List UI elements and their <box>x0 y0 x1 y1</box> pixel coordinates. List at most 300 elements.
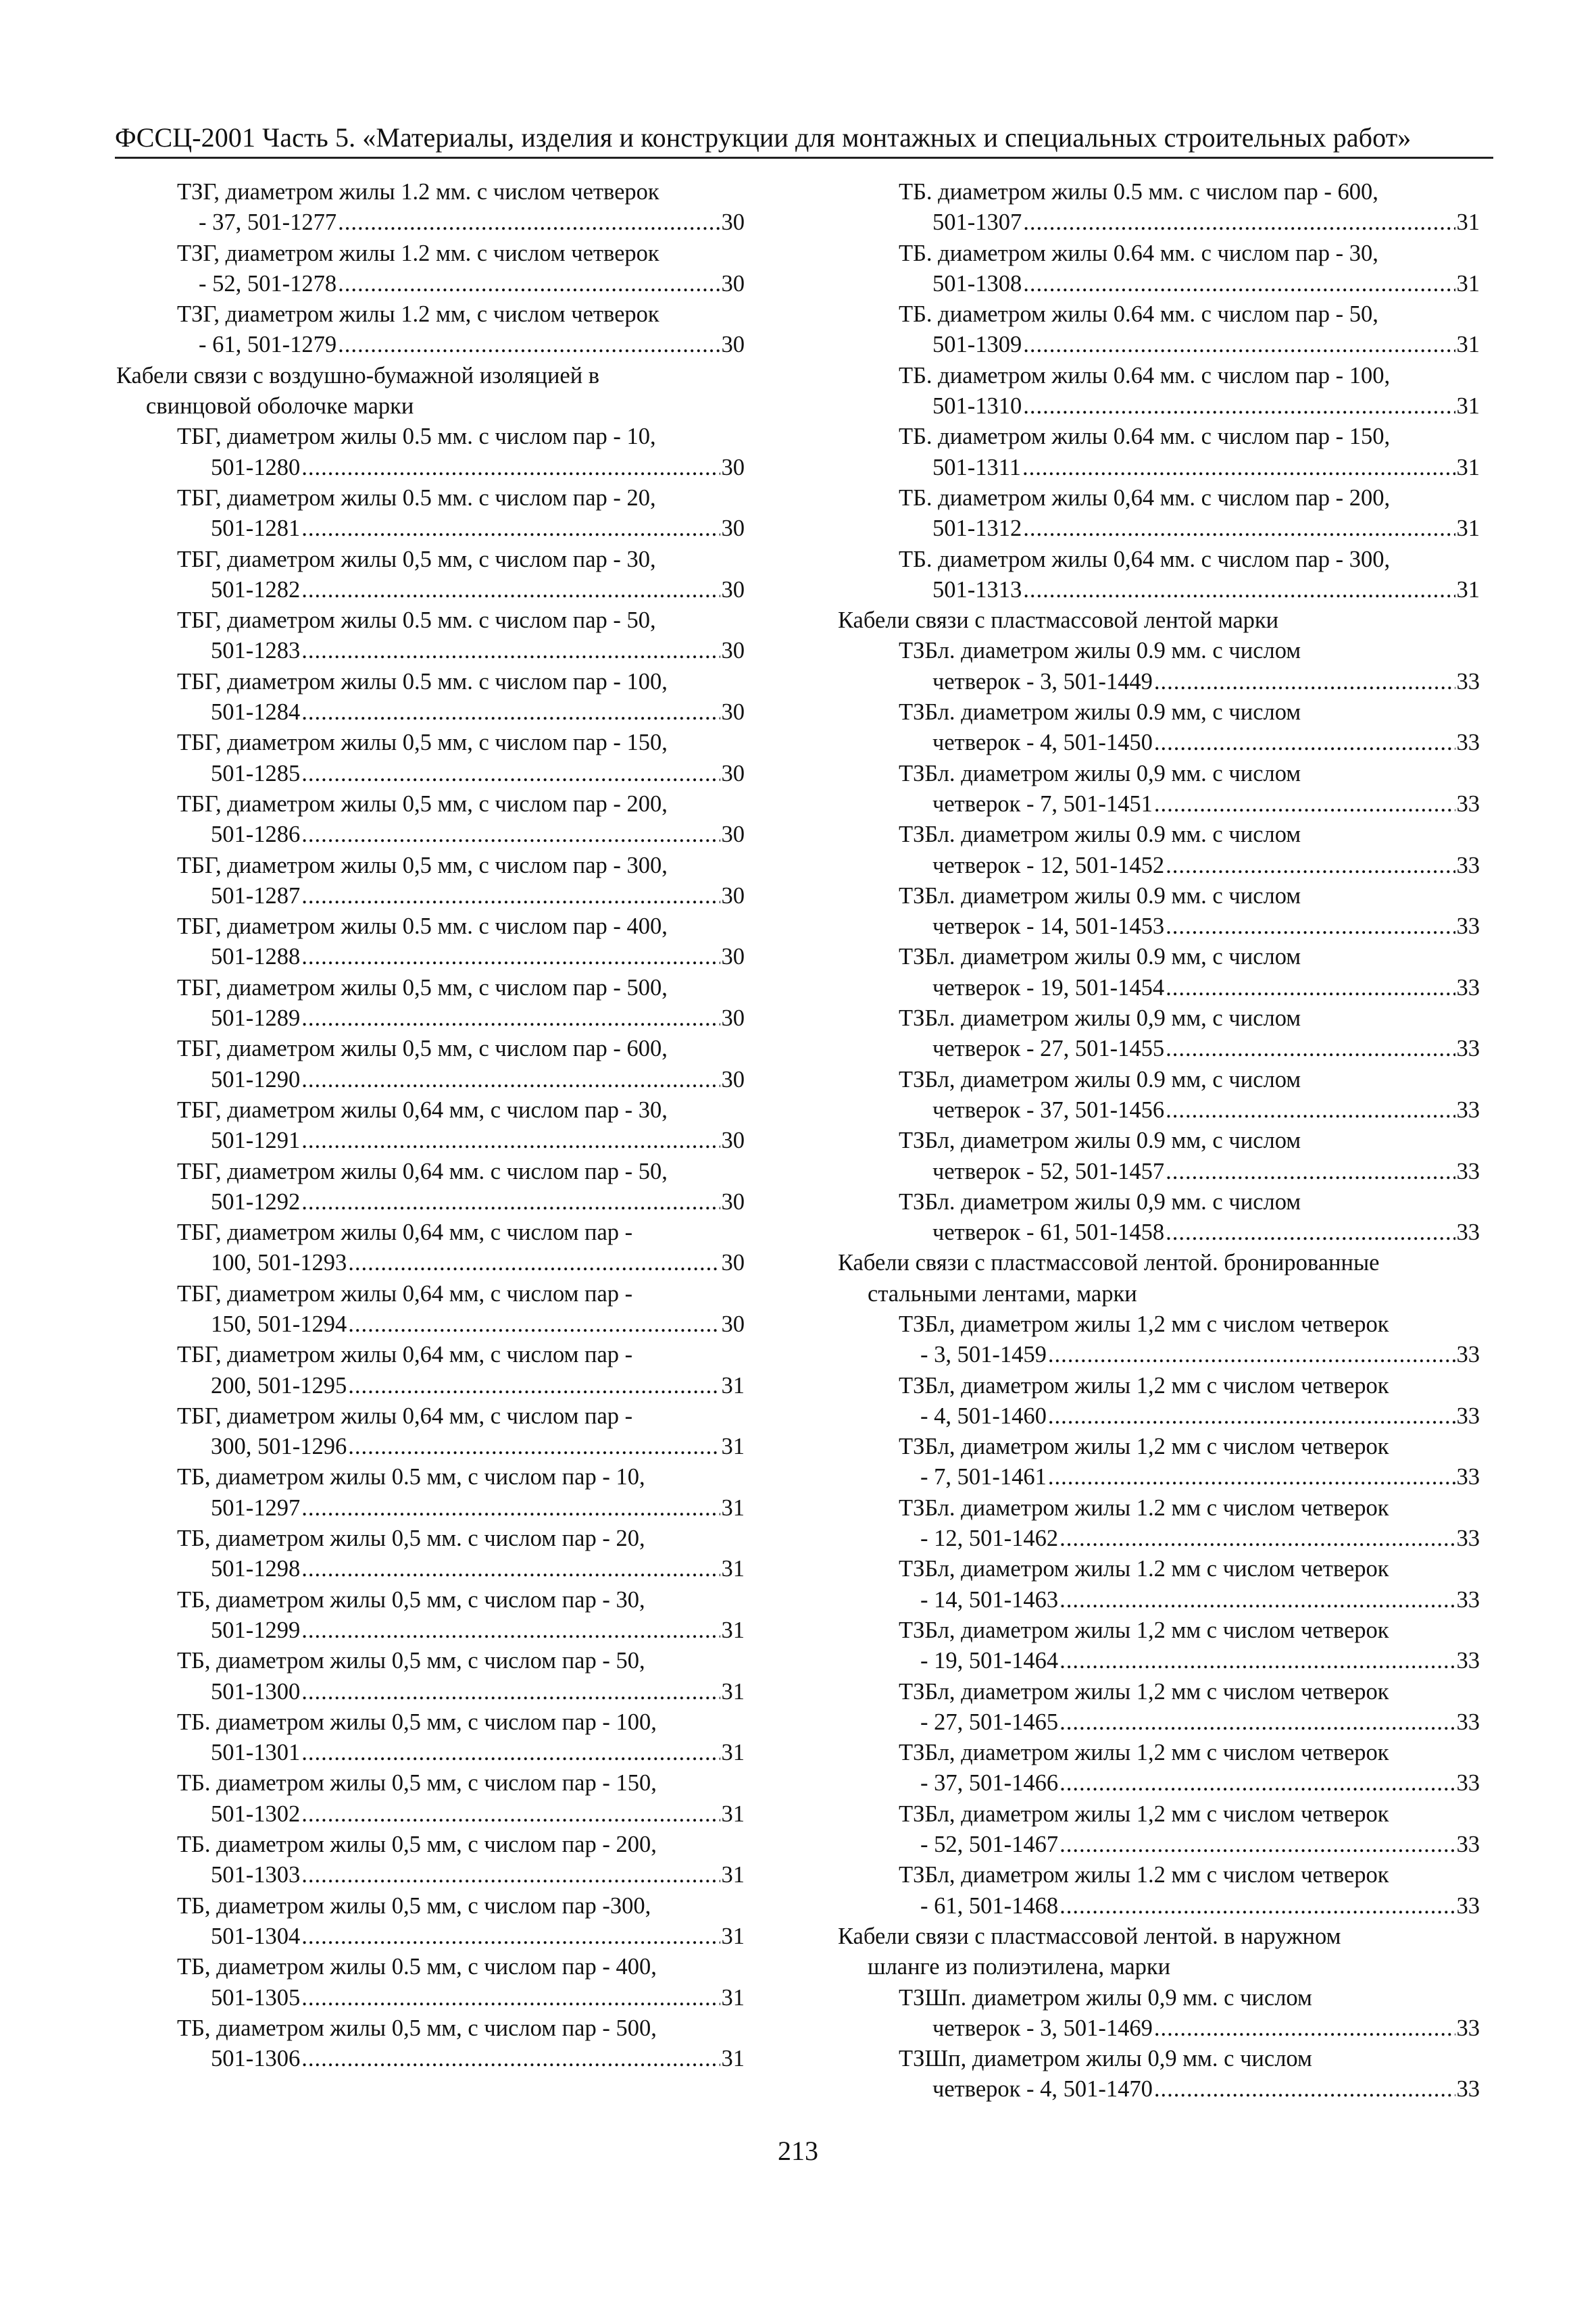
entry-title: ТЗБл, диаметром жилы 1,2 мм с числом четверок <box>899 1617 1389 1643</box>
index-category <box>838 1248 1480 1309</box>
entry-page-number: 33 <box>1456 913 1480 940</box>
dot-leader <box>1048 1340 1455 1370</box>
entry-code-line <box>838 1401 1480 1432</box>
entry-page-number: 30 <box>721 882 745 909</box>
entry-title: ТЗБл, диаметром жилы 1.2 мм с числом четверок <box>899 1862 1389 1888</box>
dot-leader <box>1154 728 1455 758</box>
entry-code: 501-1283 <box>211 638 301 664</box>
index-entry <box>116 2013 745 2075</box>
entry-code-line <box>116 1371 745 1401</box>
index-entry <box>116 238 745 300</box>
entry-title: ТБГ, диаметром жилы 0.5 мм. с числом пар - 400, <box>177 913 668 940</box>
dot-leader <box>301 453 720 483</box>
index-entry <box>838 636 1480 697</box>
entry-code: четверок - 4, 501-1470 <box>932 2076 1153 2103</box>
entry-page-number: 31 <box>721 1617 745 1643</box>
entry-code: 501-1290 <box>211 1066 301 1092</box>
dot-leader <box>301 1615 720 1646</box>
entry-code-line <box>116 697 745 728</box>
index-entry <box>116 1952 745 2013</box>
entry-title: ТЗБл, диаметром жилы 1,2 мм с числом четверок <box>899 1311 1389 1337</box>
entry-code: 200, 501-1295 <box>211 1372 347 1399</box>
entry-code: 501-1291 <box>211 1128 301 1154</box>
entry-code: 501-1301 <box>211 1740 301 1766</box>
dot-leader <box>1059 1646 1455 1676</box>
entry-code-line <box>116 636 745 666</box>
entry-title: ТЗБл. диаметром жилы 0.9 мм. с числом <box>899 638 1301 664</box>
entry-code-line <box>838 330 1480 360</box>
entry-page-number: 30 <box>721 699 745 726</box>
dot-leader <box>338 207 720 238</box>
index-entry <box>116 1830 745 1891</box>
category-title: Кабели связи с пластмассовой лентой марки <box>838 607 1279 634</box>
entry-title: ТБ, диаметром жилы 0,5 мм, с числом пар - 500, <box>177 2015 657 2041</box>
entry-page-number: 33 <box>1456 1219 1480 1246</box>
index-entry <box>116 1646 745 1707</box>
index-entry <box>116 1891 745 1953</box>
entry-code: 501-1306 <box>211 2046 301 2072</box>
entry-page-number: 30 <box>721 1128 745 1154</box>
entry-title: ТБ, диаметром жилы 0.5 мм, с числом пар - 10, <box>177 1464 645 1490</box>
entry-code-line <box>116 1126 745 1156</box>
dot-leader <box>1059 1891 1455 1921</box>
entry-page-number: 33 <box>1456 974 1480 1001</box>
dot-leader <box>301 1983 720 2013</box>
dot-leader <box>348 1371 720 1401</box>
entry-code: 501-1298 <box>211 1556 301 1582</box>
index-entry <box>838 1799 1480 1861</box>
entry-code: 501-1313 <box>932 576 1022 603</box>
dot-leader <box>1023 513 1455 544</box>
dot-leader <box>301 759 720 789</box>
entry-page-number: 33 <box>1456 730 1480 756</box>
index-entry <box>838 238 1480 300</box>
entry-title: ТБГ, диаметром жилы 0,64 мм, с числом пар - <box>177 1280 633 1307</box>
dot-leader <box>1048 1462 1455 1492</box>
entry-title: ТБ, диаметром жилы 0.5 мм, с числом пар - 400, <box>177 1954 657 1980</box>
index-entry <box>116 1095 745 1157</box>
dot-leader <box>348 1309 720 1340</box>
entry-page-number: 31 <box>721 1434 745 1460</box>
entry-code: - 52, 501-1467 <box>920 1832 1059 1858</box>
entry-title: ТЗБл. диаметром жилы 0.9 мм. с числом <box>899 882 1301 909</box>
entry-code-line <box>116 453 745 483</box>
entry-title: ТБ, диаметром жилы 0,5 мм, с числом пар - 30, <box>177 1586 645 1613</box>
entry-code-line <box>838 1585 1480 1615</box>
entry-code: четверок - 3, 501-1449 <box>932 668 1153 695</box>
dot-leader <box>1154 667 1455 697</box>
entry-code-line <box>838 667 1480 697</box>
entry-code-line <box>116 330 745 360</box>
index-entry <box>116 299 745 361</box>
entry-code: четверок - 7, 501-1451 <box>932 790 1153 817</box>
entry-page-number: 31 <box>721 1494 745 1521</box>
entry-code: 501-1288 <box>211 944 301 970</box>
entry-code: 501-1286 <box>211 822 301 848</box>
index-entry <box>838 820 1480 881</box>
dot-leader <box>1059 1768 1455 1799</box>
index-entry <box>116 1034 745 1095</box>
index-entry <box>838 1615 1480 1677</box>
index-column-right <box>838 177 1480 2105</box>
dot-leader <box>1059 1707 1455 1738</box>
index-entry <box>838 299 1480 361</box>
entry-code: - 61, 501-1468 <box>920 1892 1059 1919</box>
entry-title: ТБ. диаметром жилы 0,64 мм. с числом пар - 300, <box>899 546 1391 572</box>
index-entry <box>116 789 745 851</box>
entry-title: ТБГ, диаметром жилы 0,64 мм, с числом пар - <box>177 1342 633 1368</box>
dot-leader <box>1166 851 1455 881</box>
entry-code-line <box>838 2074 1480 2105</box>
index-entry <box>116 1768 745 1830</box>
entry-title: ТЗГ, диаметром жилы 1.2 мм, с числом четверок <box>177 301 659 328</box>
entry-page-number: 33 <box>1456 2076 1480 2103</box>
entry-code-line <box>838 513 1480 544</box>
entry-title: ТБГ, диаметром жилы 0,5 мм, с числом пар - 200, <box>177 790 668 817</box>
entry-code: 501-1282 <box>211 576 301 603</box>
entry-title: ТЗБл, диаметром жилы 1,2 мм с числом четверок <box>899 1801 1389 1827</box>
index-entry <box>116 605 745 667</box>
index-entry <box>838 1126 1480 1187</box>
page-number: 213 <box>778 2136 818 2166</box>
entry-code-line <box>116 820 745 850</box>
entry-code-line <box>116 1554 745 1584</box>
category-title: Кабели связи с воздушно-бумажной изоляцией в <box>116 362 600 388</box>
dot-leader <box>301 636 720 666</box>
index-entry <box>838 881 1480 942</box>
entry-code-line <box>116 1493 745 1524</box>
dot-leader <box>1059 1524 1455 1554</box>
entry-code-line <box>116 759 745 789</box>
entry-code-line <box>838 911 1480 942</box>
entry-code: 501-1302 <box>211 1801 301 1827</box>
entry-title: ТЗШп, диаметром жилы 0,9 мм. с числом <box>899 2046 1312 2072</box>
entry-title: ТБ. диаметром жилы 0.64 мм. с числом пар - 30, <box>899 240 1378 266</box>
entry-code: 501-1305 <box>211 1984 301 2011</box>
entry-code: 501-1289 <box>211 1005 301 1032</box>
entry-code: 501-1309 <box>932 332 1022 358</box>
entry-title: ТЗБл. диаметром жилы 0.9 мм, с числом <box>899 699 1301 726</box>
entry-code-line <box>838 2013 1480 2044</box>
entry-title: ТЗБл, диаметром жилы 0.9 мм, с числом <box>899 1128 1301 1154</box>
dot-leader <box>1166 1217 1455 1248</box>
entry-title: ТЗБл, диаметром жилы 1,2 мм с числом четверок <box>899 1372 1389 1399</box>
entry-title: ТБ. диаметром жилы 0,5 мм, с числом пар - 200, <box>177 1832 657 1858</box>
entry-title: ТБГ, диаметром жилы 0,64 мм, с числом пар - <box>177 1219 633 1246</box>
entry-code-line <box>838 453 1480 483</box>
entry-code-line <box>838 973 1480 1003</box>
entry-title: ТЗГ, диаметром жилы 1.2 мм. с числом четверок <box>177 240 659 266</box>
entry-code-line <box>838 1524 1480 1554</box>
dot-leader <box>301 1003 720 1034</box>
index-entry <box>116 1217 745 1279</box>
entry-page-number: 33 <box>1456 790 1480 817</box>
entry-code-line <box>838 1095 1480 1126</box>
index-category <box>116 361 745 422</box>
category-title: Кабели связи с пластмассовой лентой. бронированные <box>838 1250 1380 1276</box>
entry-title: ТЗБл. диаметром жилы 0.9 мм. с числом <box>899 822 1301 848</box>
index-category <box>838 1921 1480 1983</box>
entry-page-number: 30 <box>721 332 745 358</box>
entry-code-line <box>116 1677 745 1707</box>
index-entry <box>116 851 745 912</box>
index-entry <box>838 361 1480 422</box>
entry-code: 501-1285 <box>211 760 301 786</box>
dot-leader <box>1023 207 1455 238</box>
index-entry <box>116 483 745 545</box>
entry-code: четверок - 37, 501-1456 <box>932 1097 1165 1123</box>
entry-code-line <box>838 269 1480 299</box>
dot-leader <box>1059 1585 1455 1615</box>
entry-page-number: 33 <box>1456 1586 1480 1613</box>
entry-code: - 37, 501-1466 <box>920 1770 1059 1796</box>
dot-leader <box>1166 1034 1455 1064</box>
dot-leader <box>1022 453 1455 483</box>
entry-page-number: 30 <box>721 454 745 480</box>
index-entry <box>838 422 1480 483</box>
entry-code-line <box>116 575 745 605</box>
entry-title: ТЗБл, диаметром жилы 1.2 мм с числом четверок <box>899 1556 1389 1582</box>
index-entry <box>116 1340 745 1401</box>
index-category <box>838 605 1480 636</box>
dot-leader <box>301 881 720 911</box>
entry-page-number: 30 <box>721 1188 745 1215</box>
dot-leader <box>1166 1157 1455 1187</box>
dot-leader <box>338 330 720 360</box>
category-title-continued: шланге из полиэтилена, марки <box>868 1954 1171 1980</box>
index-entry <box>838 1493 1480 1555</box>
entry-page-number: 33 <box>1456 1832 1480 1858</box>
entry-code-line <box>116 1187 745 1217</box>
entry-page-number: 31 <box>1456 576 1480 603</box>
entry-page-number: 30 <box>721 822 745 848</box>
entry-title: ТБ. диаметром жилы 0.5 мм. с числом пар - 600, <box>899 179 1378 205</box>
entry-page-number: 31 <box>721 1801 745 1827</box>
entry-title: ТБГ, диаметром жилы 0.5 мм. с числом пар - 100, <box>177 668 668 695</box>
entry-title: ТЗБл. диаметром жилы 0.9 мм, с числом <box>899 944 1301 970</box>
entry-code-line <box>116 207 745 238</box>
entry-code: четверок - 19, 501-1454 <box>932 974 1165 1001</box>
entry-page-number: 30 <box>721 1250 745 1276</box>
entry-page-number: 31 <box>721 1984 745 2011</box>
entry-title: ТБГ, диаметром жилы 0,5 мм, с числом пар - 600, <box>177 1036 668 1062</box>
entry-page-number: 31 <box>1456 454 1480 480</box>
index-entry <box>116 1157 745 1218</box>
entry-page-number: 33 <box>1456 2015 1480 2041</box>
index-entry <box>116 1524 745 1585</box>
entry-title: ТБ. диаметром жилы 0,5 мм, с числом пар - 150, <box>177 1770 657 1796</box>
category-title-continued: свинцовой оболочке марки <box>146 393 414 420</box>
running-header: ФССЦ-2001 Часть 5. «Материалы, изделия и конструкции для монтажных и специальных строительных работ» <box>115 122 1412 153</box>
index-entry <box>116 911 745 973</box>
dot-leader <box>301 697 720 728</box>
dot-leader <box>1023 269 1455 299</box>
entry-page-number: 33 <box>1456 1648 1480 1674</box>
entry-title: ТБГ, диаметром жилы 0,64 мм, с числом пар - 30, <box>177 1097 668 1123</box>
entry-code: - 14, 501-1463 <box>920 1586 1059 1613</box>
dot-leader <box>1048 1401 1455 1432</box>
entry-code-line <box>116 1309 745 1340</box>
entry-code: 501-1308 <box>932 270 1022 297</box>
entry-code: - 61, 501-1279 <box>199 332 337 358</box>
index-entry <box>116 177 745 238</box>
entry-page-number: 30 <box>721 209 745 236</box>
entry-title: ТБГ, диаметром жилы 0,5 мм, с числом пар - 30, <box>177 546 656 572</box>
entry-code: четверок - 12, 501-1452 <box>932 852 1165 878</box>
dot-leader <box>338 269 720 299</box>
entry-code: 501-1284 <box>211 699 301 726</box>
entry-title: ТБГ, диаметром жилы 0,5 мм, с числом пар - 500, <box>177 974 668 1001</box>
index-entry <box>116 422 745 483</box>
entry-page-number: 30 <box>721 1005 745 1032</box>
dot-leader <box>301 1921 720 1952</box>
entry-page-number: 33 <box>1456 1892 1480 1919</box>
entry-code: четверок - 27, 501-1455 <box>932 1036 1165 1062</box>
entry-page-number: 31 <box>721 1923 745 1949</box>
entry-page-number: 31 <box>721 1372 745 1399</box>
entry-code: - 12, 501-1462 <box>920 1526 1059 1552</box>
entry-code: четверок - 3, 501-1469 <box>932 2015 1153 2041</box>
index-entry <box>838 1738 1480 1799</box>
entry-code: 501-1303 <box>211 1862 301 1888</box>
entry-page-number: 33 <box>1456 1036 1480 1062</box>
entry-page-number: 31 <box>1456 332 1480 358</box>
dot-leader <box>301 1554 720 1584</box>
entry-title: ТБ, диаметром жилы 0,5 мм, с числом пар - 50, <box>177 1648 645 1674</box>
index-entry <box>838 1003 1480 1065</box>
dot-leader <box>301 1126 720 1156</box>
entry-code-line <box>838 1462 1480 1492</box>
dot-leader <box>1154 2013 1455 2044</box>
entry-title: ТЗБл. диаметром жилы 0,9 мм. с числом <box>899 1188 1301 1215</box>
entry-page-number: 31 <box>1456 209 1480 236</box>
entry-page-number: 33 <box>1456 852 1480 878</box>
index-entry <box>838 1309 1480 1371</box>
index-entry <box>116 973 745 1034</box>
entry-code-line <box>116 1615 745 1646</box>
dot-leader <box>1166 911 1455 942</box>
entry-code: - 3, 501-1459 <box>920 1342 1047 1368</box>
index-entry <box>838 1860 1480 1921</box>
entry-code-line <box>116 1983 745 2013</box>
dot-leader <box>301 1493 720 1524</box>
entry-page-number: 33 <box>1456 1709 1480 1735</box>
entry-title: ТБГ, диаметром жилы 0.5 мм. с числом пар - 20, <box>177 484 656 511</box>
index-entry <box>838 1065 1480 1126</box>
entry-title: ТЗГ, диаметром жилы 1.2 мм. с числом четверок <box>177 179 659 205</box>
entry-page-number: 30 <box>721 270 745 297</box>
dot-leader <box>1023 391 1455 422</box>
dot-leader <box>348 1248 720 1278</box>
index-entry <box>116 1401 745 1463</box>
entry-code-line <box>838 207 1480 238</box>
entry-title: ТБГ, диаметром жилы 0,64 мм, с числом пар - <box>177 1403 633 1429</box>
index-entry <box>116 1707 745 1769</box>
entry-page-number: 33 <box>1456 1403 1480 1429</box>
entry-code: - 7, 501-1461 <box>920 1464 1047 1490</box>
dot-leader <box>1023 575 1455 605</box>
index-entry <box>838 1677 1480 1738</box>
entry-code: четверок - 14, 501-1453 <box>932 913 1165 940</box>
entry-code: четверок - 52, 501-1457 <box>932 1158 1165 1184</box>
entry-code: - 19, 501-1464 <box>920 1648 1059 1674</box>
entry-code: 300, 501-1296 <box>211 1434 347 1460</box>
entry-page-number: 30 <box>721 576 745 603</box>
entry-page-number: 30 <box>721 638 745 664</box>
dot-leader <box>301 1677 720 1707</box>
index-entry <box>116 1279 745 1340</box>
dot-leader <box>301 820 720 850</box>
index-entry <box>116 545 745 606</box>
index-entry <box>838 697 1480 759</box>
entry-code-line <box>116 2044 745 2074</box>
dot-leader <box>301 575 720 605</box>
entry-code: четверок - 4, 501-1450 <box>932 730 1153 756</box>
entry-code: 501-1287 <box>211 882 301 909</box>
dot-leader <box>301 1065 720 1095</box>
entry-code-line <box>838 1034 1480 1064</box>
entry-title: ТБ. диаметром жилы 0.64 мм. с числом пар - 150, <box>899 424 1391 450</box>
index-entry <box>838 177 1480 238</box>
entry-code: 501-1280 <box>211 454 301 480</box>
entry-title: ТЗБл. диаметром жилы 1.2 мм с числом четверок <box>899 1494 1389 1521</box>
entry-code: четверок - 61, 501-1458 <box>932 1219 1165 1246</box>
entry-title: ТЗБл, диаметром жилы 1,2 мм с числом четверок <box>899 1434 1389 1460</box>
entry-page-number: 31 <box>721 1678 745 1705</box>
dot-leader <box>1154 2074 1455 2105</box>
index-entry <box>838 2044 1480 2105</box>
entry-code-line <box>838 1830 1480 1860</box>
entry-title: ТБГ, диаметром жилы 0,5 мм, с числом пар - 300, <box>177 852 668 878</box>
entry-page-number: 33 <box>1456 668 1480 695</box>
entry-page-number: 30 <box>721 944 745 970</box>
entry-code-line <box>838 1707 1480 1738</box>
index-entry <box>838 1371 1480 1432</box>
dot-leader <box>301 513 720 544</box>
entry-page-number: 30 <box>721 515 745 542</box>
entry-code-line <box>838 851 1480 881</box>
entry-code-line <box>116 881 745 911</box>
dot-leader <box>301 1187 720 1217</box>
dot-leader <box>1059 1830 1455 1860</box>
entry-code: - 37, 501-1277 <box>199 209 337 236</box>
dot-leader <box>301 2044 720 2074</box>
entry-code-line <box>116 513 745 544</box>
entry-title: ТЗШп. диаметром жилы 0,9 мм. с числом <box>899 1984 1312 2011</box>
entry-code-line <box>116 1860 745 1890</box>
entry-page-number: 31 <box>721 1740 745 1766</box>
entry-code-line <box>838 728 1480 758</box>
entry-code: 150, 501-1294 <box>211 1311 347 1337</box>
entry-code: 501-1297 <box>211 1494 301 1521</box>
category-title-continued: стальными лентами, марки <box>868 1280 1137 1307</box>
entry-page-number: 33 <box>1456 1526 1480 1552</box>
entry-code-line <box>838 789 1480 820</box>
entry-title: ТБ, диаметром жилы 0,5 мм. с числом пар - 20, <box>177 1526 645 1552</box>
entry-code-line <box>116 1003 745 1034</box>
entry-title: ТБГ, диаметром жилы 0.5 мм. с числом пар - 10, <box>177 424 656 450</box>
entry-page-number: 30 <box>721 760 745 786</box>
dot-leader <box>1166 1095 1455 1126</box>
entry-code: 501-1312 <box>932 515 1022 542</box>
entry-page-number: 33 <box>1456 1342 1480 1368</box>
dot-leader <box>301 1799 720 1830</box>
index-entry <box>116 1585 745 1646</box>
entry-page-number: 30 <box>721 1066 745 1092</box>
dot-leader <box>1154 789 1455 820</box>
entry-title: ТЗБл. диаметром жилы 0,9 мм, с числом <box>899 1005 1301 1032</box>
index-entry <box>838 1432 1480 1493</box>
